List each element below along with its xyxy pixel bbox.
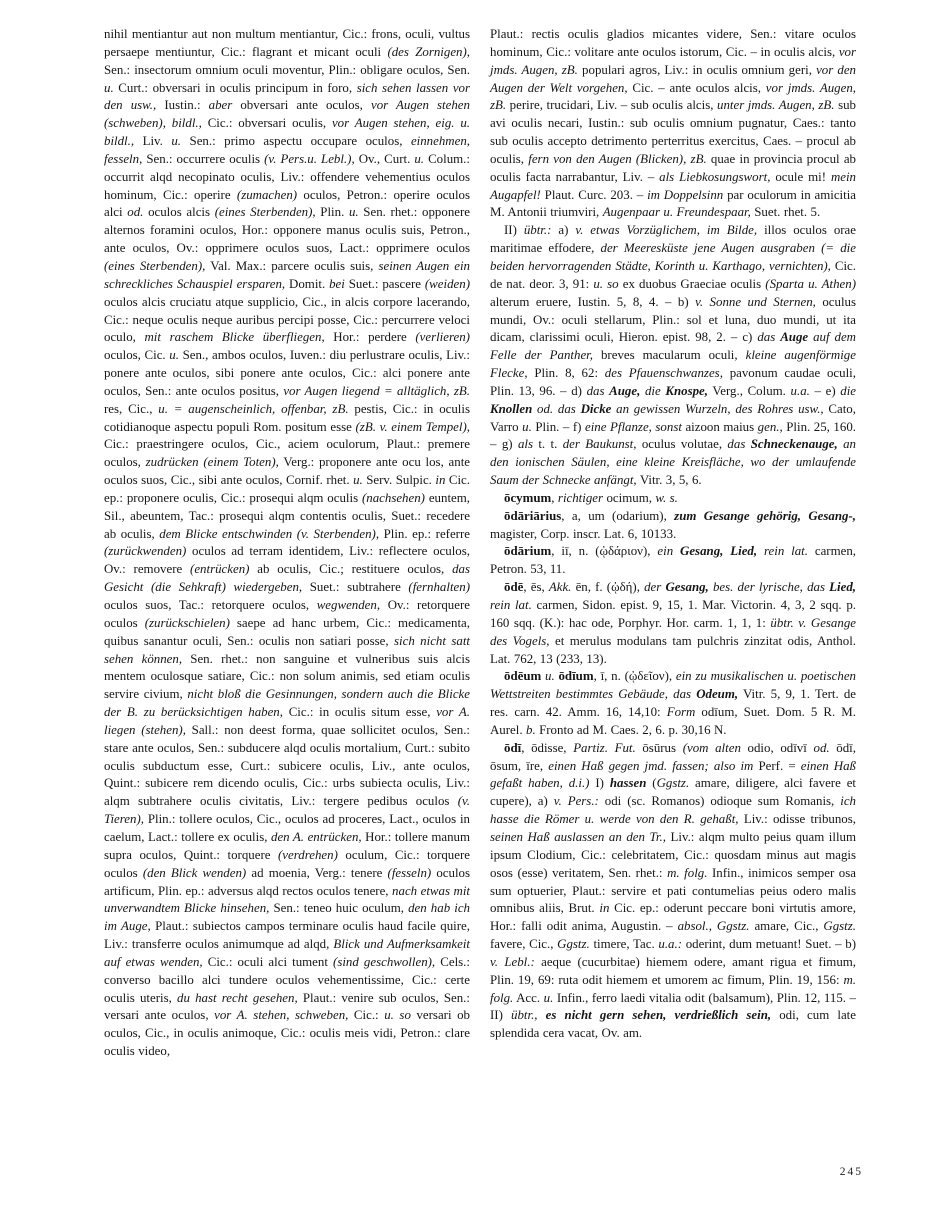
text-segment: magister, Corp. inscr. Lat. 6, 10133. (490, 526, 677, 541)
text-segment: perire, trucidari, Liv. – sub oculis alcis, (506, 98, 718, 113)
text-segment: das Gesicht (die Sehkraft) wiedergeben, (104, 562, 470, 595)
text-segment: ōdēum (504, 669, 542, 684)
text-segment: Perf. = (758, 758, 801, 773)
left-column (104, 26, 470, 1061)
text-segment: dem Blicke entschwinden (v. Sterbenden), (159, 526, 380, 541)
text-segment: amare, diligere, alci favere et cupere), a) (490, 776, 856, 809)
text-segment: Serv. Sulpic. (362, 473, 436, 488)
text-segment: Infin., ferro laedi vitalia odit (balsamum), Plin. 12, 115. – II) (490, 990, 856, 1023)
entry-ocymum (490, 490, 856, 508)
text-segment: seinen Haß auslassen an den Tr., (490, 829, 666, 844)
text-segment: Plin. – f) (531, 419, 585, 434)
text-segment: auf dem Felle der Panther, (490, 330, 856, 363)
text-segment: euntem, Sil., abeuntem, Tac.: prosequi alqm contentis oculis, Suet.: recedere ab oculis, (104, 490, 470, 541)
text-segment: odio, odīvī (740, 740, 814, 755)
text-segment: , ēs, (523, 580, 549, 595)
text-segment: bes. der lyrische, das (708, 580, 830, 595)
text-segment: die (640, 383, 666, 398)
text-segment: Dicke (580, 401, 612, 416)
text-segment: Knospe, (665, 383, 708, 398)
text-segment: Blick und Aufmerksamkeit auf etwas wenden, (104, 937, 470, 969)
text-segment: Plin. ep.: referre (379, 526, 470, 541)
text-segment: es nicht gern sehen, verdrießlich sein, (537, 1008, 772, 1023)
text-segment: ocule mi! (770, 169, 831, 184)
text-segment: ōdāriārius (504, 508, 562, 523)
text-segment: quae in provincia procul ab oculis facta narrabantur, Liv. – (490, 151, 856, 184)
text-segment: vor A. liegen (stehen), (104, 705, 470, 737)
text-segment: res, Cic., (104, 401, 159, 416)
text-segment: a) (551, 223, 576, 238)
text-segment: Gesang, Lied, (680, 544, 758, 559)
text-segment: an gewissen Wurzeln, des Rohres usw., (611, 401, 824, 416)
text-segment: Vitr. 5, 9, 1. Tert. de res. carn. 42. Amm. 16, 14,10: (490, 687, 856, 720)
entry-ode (490, 579, 856, 668)
text-segment: ōdīum (558, 669, 594, 684)
text-segment: (weiden) (424, 276, 470, 291)
text-segment: – e) (809, 383, 841, 398)
entry-oculus-continuation (104, 26, 470, 1061)
page-number: 245 (839, 1166, 863, 1178)
text-segment: u. (171, 134, 182, 149)
text-segment: u.a.: (658, 937, 683, 952)
text-segment: Verg.: proponere ante ocu los, ante oculos suos, Cic., sibi ante oculos, Cornif. rhet. (104, 455, 470, 488)
text-segment: oculos ad terram identidem, Liv.: reflectere oculos, Ov.: removere (104, 544, 470, 577)
text-segment: einen Haß gefaßt haben, d.i.) (490, 758, 856, 791)
text-segment: , ōdisse, (521, 740, 574, 755)
text-segment: Cato, Varro (490, 401, 856, 434)
text-segment: m. folg. (490, 972, 856, 1005)
text-segment: den A. entrücken, (271, 829, 362, 844)
text-segment: rein lat. (757, 544, 808, 559)
text-segment: ( (646, 776, 657, 791)
text-segment: vor jmds. Augen, zB. (490, 44, 856, 77)
text-segment: v. Sonne und Sternen, (695, 294, 816, 309)
text-segment: Ggstz. (557, 937, 590, 952)
text-segment: Plaut. Curc. 203. – (540, 187, 648, 202)
text-segment: ein zu musikalischen u. poetischen Wettstreiten bestimmtes Gebäude, das (490, 669, 856, 702)
text-segment: carmen, Petron. 53, 11. (490, 544, 857, 577)
text-segment: ein (657, 544, 681, 559)
text-columns (104, 26, 864, 1061)
text-segment: pavonum caudae oculi, Plin. 13, 96. – d) (490, 366, 856, 398)
text-segment: Auge (780, 330, 809, 345)
text-segment: Plaut.: venire sub oculos, Sen.: versari ante oculos, (104, 990, 470, 1023)
text-segment: Vitr. 3, 5, 6. (636, 473, 702, 488)
text-segment: aizoon maius (685, 419, 758, 434)
text-segment: Curt.: obversari in oculis principum in foro, (113, 80, 357, 95)
text-segment: breves macularum oculi, (592, 348, 746, 363)
text-segment: des Pfauenschwanzes, (604, 366, 723, 381)
text-segment: obversari ante oculos, (232, 98, 371, 113)
text-segment: Val. Max.: parcere oculis suis, (205, 258, 379, 273)
text-segment: u. (543, 990, 554, 1005)
text-segment: aber (208, 98, 233, 113)
text-segment: einnehmen, fesseln, (104, 134, 470, 166)
text-segment: , (551, 490, 558, 505)
text-segment: od. das (532, 401, 581, 416)
text-segment: (entrücken) (190, 562, 250, 577)
text-segment: (eines Sterbenden), (214, 205, 316, 220)
text-segment: pestis, Cic.: in oculis cotidianoque aspectu populi Rom. positum esse (104, 401, 470, 434)
text-segment: ex duobus Graeciae oculis (618, 276, 766, 291)
text-segment: nicht bloß die Gesinnungen, sondern auch die Blicke der B. zu berücksichtigen haben, (104, 687, 470, 720)
text-segment: vor Augen stehen, eig. u. bildl., (104, 116, 470, 149)
entry-odi (490, 740, 856, 1043)
text-segment: ōdī (504, 740, 522, 755)
text-segment: odi, cum late splendida cera vacat, Ov. am. (490, 1008, 856, 1041)
text-segment: b. (526, 722, 536, 737)
text-segment: (verlieren) (415, 330, 470, 345)
text-segment: Cic.: oculi alci tument (202, 954, 334, 969)
text-segment: richtiger (557, 490, 604, 505)
text-segment: zum Gesange gehörig, Gesang-, (674, 508, 856, 523)
text-segment: Cic. – ante oculos alcis, (627, 80, 766, 95)
entry-odarium (490, 543, 856, 579)
text-segment: Liv.: odisse tribunos, (738, 812, 856, 827)
text-segment: Cic. ep.: proponere oculis, Cic.: prosequi alqm oculis (104, 473, 470, 505)
text-segment: Suet. rhet. 5. (750, 205, 821, 220)
text-segment: das (757, 330, 781, 345)
text-segment: vor A. stehen, schweben, (214, 1008, 349, 1023)
text-segment: (zurückwenden) (104, 544, 187, 559)
text-segment: Akk. (548, 580, 572, 595)
text-segment: Verg., Colum. (707, 383, 791, 398)
text-segment: an den ionischen Säulen, eine kleine Kreisfläche, wo der umlaufende Saum der Schnecke anfängt, (490, 437, 856, 488)
text-segment: Cic.: in oculis situm esse, (282, 705, 437, 720)
text-segment: saepe ad hanc urbem, Cic.: medicamenta, quibus sanantur oculi, Sen.: oculis non satiari posse, (104, 615, 470, 648)
text-segment: mit raschem Blicke überfliegen, (144, 330, 325, 345)
text-segment: II) (504, 223, 524, 238)
text-segment: rein lat. (490, 598, 532, 612)
text-segment: die (840, 383, 857, 398)
text-segment: oculos, Cic. (104, 348, 170, 363)
text-segment: (eines Sterbenden), (104, 258, 206, 273)
text-segment: Liv. (134, 134, 172, 149)
text-segment: Suet.: pascere (344, 276, 425, 291)
text-segment: Suet.: subtrahere (302, 580, 409, 595)
text-segment: Sen. rhet.: opponere alternos foramini oculos, Hor.: opponere manus oculis suis, Petron., ante oculos, Ov.: opprimere oculos suos, Lact.: opprimere oculos (104, 205, 470, 256)
text-segment: du hast recht gesehen, (177, 990, 298, 1005)
text-segment: u. (414, 151, 425, 166)
text-segment: u. (522, 419, 532, 434)
text-segment: eine Pflanze, sonst (585, 419, 686, 434)
text-segment: Ov.: retorquere oculos (104, 598, 470, 630)
text-segment: oculum, Cic.: torquere oculos (104, 847, 470, 880)
text-segment: oderint, dum metuant! Suet. – b) (682, 937, 856, 952)
text-segment: (den Blick wenden) (142, 865, 247, 880)
text-segment: Cic. de nat. deor. 3, 91: (490, 258, 856, 291)
text-segment: oculus mundi, Ov.: oculi stellarum, Plin.: sol et luna, duo mundi, ut ita dicam, clarissimi oculi, Hieron. epist. 98, 2. – c) (490, 294, 856, 345)
text-segment: nihil mentiantur aut non multum mentiantur, Cic.: frons, oculi, vultus persaepe mentiuntur, Cic.: flagrant et micant oculi (104, 27, 470, 59)
text-segment: od. (127, 205, 144, 220)
text-segment: Infin., inimicos semper osa sum optuerier, Plaut.: servire et pati contumelias peius odero malis omnibus aliis, Brut. (490, 865, 856, 916)
text-segment: odīum, Suet. Dom. 5 R. M. Aurel. (490, 705, 856, 737)
text-segment: Plin. 25, 160. – g) (490, 419, 856, 452)
text-segment: mein Augapfel! (490, 169, 856, 202)
text-segment: im Doppelsinn (647, 187, 724, 202)
text-segment: timere, Tac. (589, 937, 659, 952)
text-segment: oculos, Petron.: operire oculos alci (104, 187, 470, 220)
entry-odariarius (490, 508, 856, 544)
text-segment: wegwenden, (316, 598, 381, 612)
text-segment: (vom alten (682, 740, 741, 755)
text-segment: unter jmds. Augen, zB. (717, 98, 835, 113)
entry-odeum (490, 668, 856, 739)
text-segment: Hor.: tollere manum supra oculos, Quint.: torquere (104, 829, 470, 862)
text-segment: u. (541, 669, 559, 684)
text-segment: illos oculos orae maritimae effodere, (490, 223, 856, 256)
text-segment: vor Augen liegend = alltäglich, zB. (283, 383, 470, 398)
text-segment: u. so (384, 1008, 411, 1023)
text-segment: u. (104, 80, 114, 95)
text-segment: Knollen (490, 401, 533, 416)
text-segment: als (517, 437, 533, 452)
text-segment: den hab ich im Auge, (104, 901, 470, 934)
text-segment: Cic.: obversari oculis, (201, 116, 332, 131)
text-segment: übtr. v. Gesange des Vogels, (490, 615, 856, 648)
text-segment: I) (589, 776, 610, 791)
text-segment: Iustin.: (156, 98, 209, 113)
text-segment: (v. Tieren), (104, 794, 470, 827)
text-segment: Plin. 8, 62: (527, 366, 605, 381)
text-segment: odi (sc. Romanos) odioque sum Romanis, (598, 794, 841, 809)
text-segment: versari ob oculos, Cic., in oculis animoque, Cic.: oculis meis vidi, Petron.: clare oculis video, (104, 1008, 470, 1059)
text-segment: (zurückschielen) (144, 615, 230, 630)
text-segment: (fernhalten) (408, 580, 470, 595)
text-segment: (des Zornigen), (387, 44, 471, 59)
text-segment: oculos alcis (143, 205, 215, 220)
text-segment: ōsūrus (635, 740, 683, 755)
text-segment: Sen.: primo aspectu occupare oculos, (181, 134, 411, 149)
text-segment: Partiz. Fut. (573, 740, 636, 755)
text-segment: hassen (609, 776, 647, 791)
text-segment: Plin. (315, 205, 349, 220)
text-segment: u. so (593, 276, 619, 291)
text-segment: Cels.: converso bacillo alci tundere oculos vehementissime, Cic.: certe oculis uteris, (104, 954, 470, 1005)
text-segment: in (599, 901, 610, 916)
text-segment: Sen.: insectorum omnium oculi moventur, Plin.: obligare oculos, Sen. (104, 62, 470, 77)
text-segment: Domit. (285, 276, 330, 291)
text-segment: ōdī, ōsum, īre, (490, 740, 856, 773)
text-segment: ōdārium (504, 544, 552, 559)
text-segment: der Meeresküste jene Augen ausgraben (= die beiden hervorragenden Städte, Korinth u. Karthago, vernichten), (490, 241, 856, 273)
text-segment: ad moenia, Verg.: tenere (246, 865, 388, 880)
text-segment: Colum.: occurrit alqd necopinato oculis, Liv.: offendere vehementius oculos hominum, Cic.: operire (104, 151, 470, 202)
text-segment: carmen, Sidon. epist. 9, 15, 1. Mar. Victorin. 4, 3, 2 sqq. p. 160 sqq. (K.): hac ode, Porphyr. Hor. carm. 1, 1, 1: (490, 598, 856, 630)
text-segment: u. (348, 205, 359, 220)
text-segment: (nachsehen) (361, 490, 425, 505)
text-segment: u. = augenscheinlich, offenbar, zB. (158, 401, 349, 416)
text-segment: , iī, n. (ᾠδάριον), (551, 544, 658, 559)
text-segment: Odeum, (696, 687, 739, 702)
text-segment: favere, Cic., (490, 937, 558, 952)
text-segment: absol., Ggstz. (677, 919, 750, 934)
text-segment: Ggstz. (656, 776, 690, 791)
text-segment: Cic.: praestringere oculos, Cic., aciem oculorum, Plaut.: premere oculos, (104, 437, 470, 470)
text-segment: seinen Augen ein schreckliches Schauspiel ersparen, (104, 258, 470, 291)
text-segment: (sind geschwollen), (333, 954, 436, 969)
text-segment: Augenpaar u. Freundespaar, (602, 205, 751, 220)
text-segment: Plaut.: rectis oculis gladios micantes videre, Sen.: vitare oculos hominum, Cic.: volitare ante oculos istorum, Cic. – in oculis alcis, (490, 27, 856, 59)
text-segment: u. (353, 473, 363, 488)
text-segment: einen Haß gegen jmd. fassen; also im (548, 758, 759, 773)
text-segment: übtr.: (523, 223, 552, 238)
text-segment: fern von den Augen (Blicken), zB. (528, 151, 707, 166)
text-segment: et merulus modulans tam pulchris zinzitat odis, Anthol. Lat. 762, 13 (233, 13). (490, 633, 857, 666)
text-segment: (Sparta u. Athen) (765, 276, 857, 291)
text-segment: oculos alcis cruciatu atque supplicio, Cic., in alcis corpore lacerando, Cic.: neque oculis neque auribus percipi posse, Cic.: percurrere veloci oculo, (104, 294, 470, 345)
text-segment: Lied, (829, 580, 857, 595)
text-segment: , a, um (odarium), (561, 508, 675, 523)
text-segment: zudrücken (einem Toten), (145, 455, 279, 470)
text-segment: amare, Cic., (749, 919, 824, 934)
text-segment: v. Lebl.: (490, 954, 535, 969)
text-segment: u. (169, 348, 179, 363)
text-segment: sub avi oculis necari, Iustin.: sub oculis omnium pugnatur, Caes.: tanto sub oculis accepto detrimento perterritus exercitus, Caes. – procul ab oculis, (490, 98, 856, 166)
text-segment: sich nicht satt sehen können, (104, 633, 470, 666)
text-segment: ōdē (504, 580, 524, 595)
text-segment: (zB. v. einem Tempel), (355, 419, 470, 434)
text-segment: Sall.: non deest forma, quae sollicitet oculos, Sen.: stare ante oculos, Sen.: subducere alqd oculis mortalium, Curt.: subito oculis subductum esse, Curt.: subicere oculis, Liv., ante oculos, Quint.: subicere rem dicendo oculis, Cic.: urbs subiecta oculis, Liv.: alqm subtrahere oculis civitatis, Liv.: tergere pedibus oculos (104, 722, 470, 809)
text-segment: vor jmds. Augen, zB. (490, 80, 857, 113)
text-segment: Sen. rhet.: non sanguine et vulneribus suis alcis mentem oculosque satiare, Cic.: non solum animis, sed etiam oculis servire civium, (104, 651, 470, 702)
text-segment: oculos artificum, Plin. ep.: adversus alqd rectos oculos tenere, (104, 865, 471, 898)
text-segment: (fesseln) (387, 865, 432, 880)
text-segment: das (727, 437, 751, 452)
text-segment: , ī, n. (ᾠδεῖον), (593, 669, 676, 684)
text-segment: der Baukunst, (562, 437, 637, 452)
text-segment: Fronto ad M. Caes. 2, 6. p. 30,16 N. (535, 722, 727, 737)
text-segment: ēn, f. (ᾠδή), (571, 580, 645, 595)
entry-oculus-section-II (490, 222, 856, 490)
text-segment: Gesang, (665, 580, 709, 595)
entry-oculus-continuation-2 (490, 26, 856, 222)
text-segment: das (586, 383, 610, 398)
text-segment: (verdrehen) (278, 847, 338, 862)
text-segment: bei (329, 276, 345, 291)
text-segment: m. folg. (667, 865, 708, 880)
text-segment: Cic. ep.: oderunt peccare boni virtutis amore, Hor.: falli odit anima, Augustin. – (490, 901, 856, 934)
text-segment: vor Augen stehen (schweben), bildl., (104, 98, 470, 131)
text-segment: alterum eruere, Iustin. 5, 8, 4. – b) (490, 294, 696, 309)
text-segment: ab oculis, Cic.; restituere oculos, (249, 562, 453, 577)
text-segment: Plaut.: subiectos campos terminare oculis haud facile quire, Liv.: transferre oculos animumque ad alqd, (104, 919, 470, 952)
text-segment: (v. Pers.u. Lebl.), (264, 151, 355, 166)
text-segment: ich hasse die Römer u. werde von den R. gehaßt, (490, 794, 856, 827)
text-segment: Ov., Curt. (354, 151, 415, 166)
text-segment: Plin.: tollere oculos, Cic., oculos ad proceres, Lact., oculos in caelum, Lact.: tollere ex oculis, (104, 812, 470, 844)
text-segment: Sen., ambos oculos, Iuven.: diu perlustrare oculis, Liv.: ponere ante oculos, sibi ponere ante oculos, Cic.: alci ponere ante oculos, Sen.: ante oculos positus, (104, 348, 470, 398)
text-segment: oculos suos, Tac.: retorquere oculos, (104, 598, 317, 612)
text-segment: Auge, (609, 383, 641, 398)
text-segment: kleine augenförmige Flecke, (490, 348, 856, 381)
right-column (490, 26, 856, 1061)
text-segment: Liv.: alqm multo peius quam illum ipsum Clodium, Cic.: celebritatem, Cic.: quosdam minus aut magis osos (esse) veritatem, Sen. rhet.: (490, 829, 856, 880)
text-segment: aeque (cucurbitae) hiemem odere, amant rigua et fimum, Plin. 19, 69: ruta odit hiemem et umorem ac fimum, Plin. 19, 156: (490, 954, 857, 987)
text-segment: übtr., (511, 1008, 538, 1023)
text-segment: gen., (757, 419, 783, 434)
text-segment: oculus volutae, (636, 437, 728, 452)
text-segment: vor den Augen der Welt vorgehen, (490, 62, 856, 95)
text-segment: Sen.: occurrere oculis (142, 151, 265, 166)
text-segment: par oculorum in amicitia M. Antonii triumviri, (490, 187, 857, 220)
text-segment: t. t. (532, 437, 563, 452)
text-segment: Acc. (513, 990, 544, 1005)
text-segment: populari agros, Liv.: in oculis omnium geri, (577, 62, 817, 77)
text-segment: nach etwas mit unverwandtem Blicke hinsehen, (104, 883, 470, 916)
text-segment: (zumachen) (236, 187, 298, 202)
text-segment: der (644, 580, 666, 595)
text-segment: Form (666, 705, 696, 720)
text-segment: Cic.: (348, 1008, 385, 1023)
text-segment: v. Pers.: (553, 794, 599, 809)
text-segment: in (435, 473, 446, 488)
text-segment: od. (813, 740, 830, 755)
text-segment: ōcymum (504, 490, 552, 505)
text-segment: u.a. (790, 383, 810, 398)
text-segment: Schneckenauge, (750, 437, 838, 452)
text-segment: Ggstz. (823, 919, 856, 934)
text-segment: als Liebkosungswort, (659, 169, 771, 184)
text-segment: sich sehen lassen vor den usw., (104, 80, 471, 113)
text-segment: ocimum, (603, 490, 656, 505)
text-segment: w. s. (655, 490, 678, 505)
text-segment: Hor.: perdere (324, 330, 416, 345)
text-segment: v. etwas Vorzüglichem, im Bilde, (575, 223, 758, 238)
text-segment: Sen.: teneo huic oculum, (269, 901, 409, 916)
